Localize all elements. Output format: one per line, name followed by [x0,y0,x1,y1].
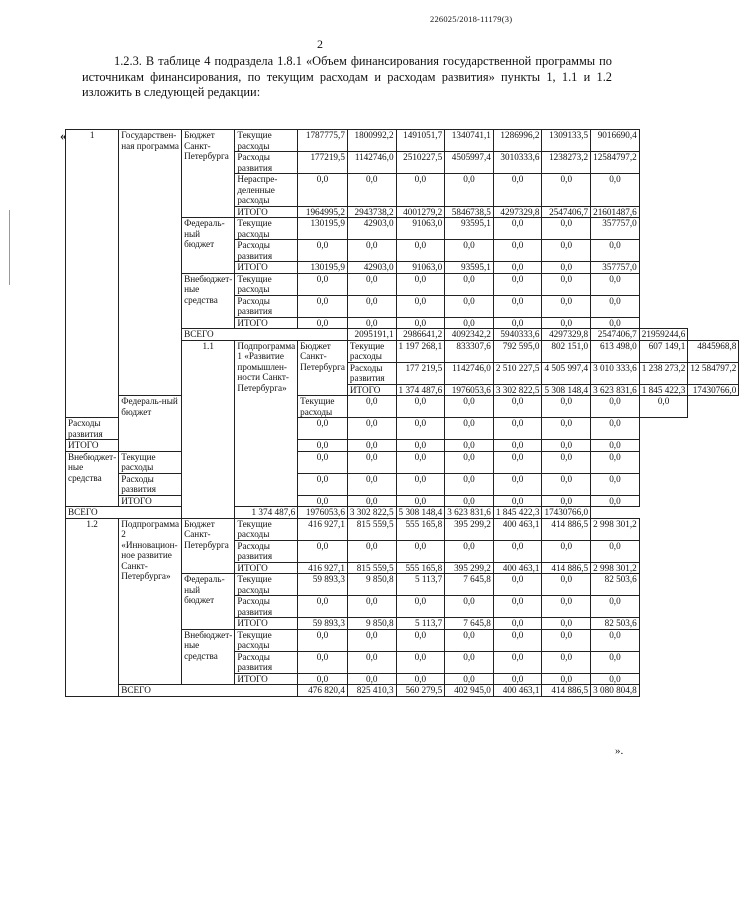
table-cell: 0,0 [445,673,494,685]
table-cell: 0,0 [445,473,494,495]
table-cell: 4505997,4 [445,152,494,174]
table-cell: 0,0 [542,418,591,440]
table-cell: 0,0 [445,629,494,651]
table-cell: Расходы развития [235,240,298,262]
table-cell: 5 113,7 [396,574,445,596]
table-cell: 2547406,7 [591,329,640,341]
table-cell: ИТОГО [347,384,396,396]
table-cell: 0,0 [445,451,494,473]
table-cell: 560 279,5 [396,685,445,697]
table-cell: 0,0 [347,174,396,207]
table-cell: 1340741,1 [445,130,494,152]
table-cell: 0,0 [396,629,445,651]
table-cell: 414 886,5 [542,685,591,697]
table-cell: 0,0 [298,473,348,495]
table-cell: 0,0 [591,396,640,418]
table-cell: 21959244,6 [639,329,688,341]
table-cell: 177219,5 [298,152,348,174]
table-cell: 0,0 [591,673,640,685]
table-cell: 0,0 [591,451,640,473]
table-cell: 5846738,5 [445,206,494,218]
table-cell: 0,0 [591,317,640,329]
table-cell: 130195,9 [298,218,348,240]
table-cell: 1 374 487,6 [396,384,445,396]
table-cell: Подпрограмма 1 «Развитие промышлен-ности Санкт-Петербурга» [235,340,298,507]
table-cell: 42903,0 [347,262,396,274]
table-cell: 0,0 [591,495,640,507]
table-cell: 0,0 [542,574,591,596]
table-cell: 400 463,1 [493,562,542,574]
table-cell: 0,0 [298,317,348,329]
table-cell: 0,0 [298,451,348,473]
table-cell: Текущие расходы [298,396,348,418]
table-cell: 414 886,5 [542,518,591,540]
table-cell: 0,0 [591,418,640,440]
table-cell: 0,0 [542,473,591,495]
table-cell: Бюджет Санкт-Петербурга [182,518,235,574]
table-cell: 0,0 [396,495,445,507]
table-cell: 0,0 [396,295,445,317]
table-cell: 82 503,6 [591,574,640,596]
table-cell: Внебюджет-ные средства [182,273,235,329]
table-cell: 0,0 [542,317,591,329]
table-cell: 59 893,3 [298,574,348,596]
table-cell: Расходы развития [235,295,298,317]
table-cell: 0,0 [493,540,542,562]
table-cell: 0,0 [493,240,542,262]
table-cell: 5 308 148,4 [396,507,445,519]
table-cell: 555 165,8 [396,562,445,574]
table-cell: 1976053,6 [298,507,348,519]
table-cell: 7 645,8 [445,618,494,630]
table-cell: 17430766,0 [688,384,739,396]
table-cell: 0,0 [542,629,591,651]
table-cell: Нераспре-деленные расходы [235,174,298,207]
table-cell: 0,0 [542,596,591,618]
table-cell: 5 308 148,4 [542,384,591,396]
table-cell: Федераль-ный бюджет [119,396,182,452]
table-cell: 0,0 [542,240,591,262]
table-cell: 1 238 273,2 [639,362,688,384]
table-cell: 357757,0 [591,262,640,274]
table-cell: 0,0 [542,651,591,673]
table-cell: 0,0 [542,273,591,295]
table-cell: ИТОГО [235,673,298,685]
table-cell: 4845968,8 [688,340,739,362]
table-cell: 1 [66,130,119,418]
table-cell: 3 302 822,5 [493,384,542,396]
table-cell: 0,0 [542,440,591,452]
table-cell: 0,0 [347,418,396,440]
table-cell: 0,0 [396,317,445,329]
table-cell: 825 410,3 [347,685,396,697]
table-cell: 4297329,8 [542,329,591,341]
table-cell: Текущие расходы [235,574,298,596]
table-cell: 0,0 [493,418,542,440]
table-cell: 130195,9 [298,262,348,274]
table-cell: 0,0 [591,651,640,673]
table-cell: 0,0 [493,596,542,618]
table-cell: 1800992,2 [347,130,396,152]
table-cell: 2510227,5 [396,152,445,174]
table-cell: Бюджет Санкт-Петербурга [182,130,235,218]
table-cell: Расходы развития [66,418,119,440]
table-cell: 0,0 [591,596,640,618]
table-cell: 0,0 [493,618,542,630]
table-cell: ВСЕГО [66,507,235,519]
page-number: 2 [317,37,323,51]
table-cell: Внебюджет-ные средства [182,629,235,685]
table-cell: Расходы развития [347,362,396,384]
table-cell: 0,0 [591,174,640,207]
table-cell: Расходы развития [119,473,182,495]
table-cell: 400 463,1 [493,518,542,540]
table-cell: 5940333,6 [493,329,542,341]
table-cell: 0,0 [396,440,445,452]
table-cell: 4 505 997,4 [542,362,591,384]
table-cell: 0,0 [591,273,640,295]
table-cell: 0,0 [639,396,688,418]
table-cell: 0,0 [591,240,640,262]
table-cell: 0,0 [493,495,542,507]
table-cell: Текущие расходы [235,273,298,295]
table-cell: 3 010 333,6 [591,362,640,384]
table-cell: 400 463,1 [493,685,542,697]
table-cell: 0,0 [591,295,640,317]
table-cell: 0,0 [298,295,348,317]
table-cell: 0,0 [493,574,542,596]
table-cell: ИТОГО [235,562,298,574]
table-cell: 0,0 [396,651,445,673]
table-cell: 815 559,5 [347,518,396,540]
table-cell: 0,0 [396,673,445,685]
table-cell: 1 845 422,3 [493,507,542,519]
table-cell: 0,0 [396,540,445,562]
table-cell: 0,0 [445,295,494,317]
table-cell: 792 595,0 [493,340,542,362]
table-cell: 1 197 268,1 [396,340,445,362]
table-cell: 177 219,5 [396,362,445,384]
table-cell: 0,0 [347,673,396,685]
table-cell: ВСЕГО [182,329,348,341]
table-cell: 3 623 831,6 [591,384,640,396]
table-cell: 0,0 [542,451,591,473]
table-cell: 1 845 422,3 [639,384,688,396]
table-cell: 4297329,8 [493,206,542,218]
table-cell: Расходы развития [235,152,298,174]
table-row [66,685,739,697]
table-cell: 17430766,0 [542,507,591,519]
table-cell: 4092342,2 [445,329,494,341]
table-cell: 0,0 [347,451,396,473]
table-cell: 0,0 [542,673,591,685]
table-row [66,518,739,540]
table-cell: 555 165,8 [396,518,445,540]
table-cell: 0,0 [542,174,591,207]
table-cell: 402 945,0 [445,685,494,697]
table-cell: Расходы развития [235,651,298,673]
table-cell: 0,0 [298,273,348,295]
document-number: 226025/2018-11179(3) [430,14,513,24]
table-cell: Текущие расходы [119,451,182,473]
table-cell: 12584797,2 [591,152,640,174]
table-row [66,451,739,473]
table-cell: 416 927,1 [298,562,348,574]
table-cell: 0,0 [298,596,348,618]
table-cell: 0,0 [493,317,542,329]
table-cell: 0,0 [542,540,591,562]
table-cell: 3 302 822,5 [347,507,396,519]
table-cell: 395 299,2 [445,518,494,540]
table-cell: 1142746,0 [445,362,494,384]
table-cell: 1.2 [66,518,119,696]
table-cell: 0,0 [347,596,396,618]
table-cell: 0,0 [493,651,542,673]
table-row [66,473,739,495]
table-cell: 9 850,8 [347,618,396,630]
table-cell: Текущие расходы [235,518,298,540]
table-cell: 1 374 487,6 [235,507,298,519]
table-cell: 0,0 [396,240,445,262]
table-cell: 0,0 [298,418,348,440]
table-cell: 0,0 [298,495,348,507]
table-cell: Расходы развития [235,596,298,618]
table-cell: 395 299,2 [445,562,494,574]
table-cell: 0,0 [396,418,445,440]
table-cell: 0,0 [298,174,348,207]
table-cell: 0,0 [396,396,445,418]
financing-table [65,129,739,697]
table-cell: 0,0 [298,240,348,262]
table-cell: 0,0 [347,396,396,418]
table-cell: Федераль-ный бюджет [182,574,235,630]
table-cell: 2 998 301,2 [591,562,640,574]
table-cell: 0,0 [347,473,396,495]
table-cell: 0,0 [396,273,445,295]
table-cell: 1976053,6 [445,384,494,396]
table-cell: 0,0 [396,451,445,473]
table-cell: ИТОГО [235,206,298,218]
table-cell: 0,0 [298,673,348,685]
table-cell: 93595,1 [445,218,494,240]
table-cell: 59 893,3 [298,618,348,630]
financing-table-body [66,130,739,697]
table-cell: 0,0 [347,317,396,329]
table-cell: 0,0 [347,540,396,562]
table-cell: 1238273,2 [542,152,591,174]
table-cell: 0,0 [445,317,494,329]
table-cell: 0,0 [445,440,494,452]
table-cell: 815 559,5 [347,562,396,574]
table-cell: 0,0 [445,651,494,673]
table-cell: 802 151,0 [542,340,591,362]
table-cell: 0,0 [591,629,640,651]
table-cell: Федераль-ный бюджет [182,218,235,274]
table-cell: 833307,6 [445,340,494,362]
table-cell: 0,0 [445,418,494,440]
table-cell: 0,0 [493,396,542,418]
table-cell: 0,0 [591,473,640,495]
table-cell: 0,0 [347,629,396,651]
table-cell: Текущие расходы [235,629,298,651]
table-cell: Внебюджет-ные средства [66,451,119,507]
table-cell: 414 886,5 [542,562,591,574]
table-cell: 1491051,7 [396,130,445,152]
table-cell: ИТОГО [235,262,298,274]
table-cell: 3010333,6 [493,152,542,174]
table-cell: Текущие расходы [235,130,298,152]
opening-quote: « [60,128,67,143]
table-cell: 0,0 [493,473,542,495]
table-cell: 0,0 [542,218,591,240]
table-cell: 5 113,7 [396,618,445,630]
table-cell: 0,0 [396,174,445,207]
table-cell: Государствен-ная программа [119,130,182,396]
table-cell: 0,0 [298,629,348,651]
table-cell: 0,0 [347,495,396,507]
table-cell: 7 645,8 [445,574,494,596]
table-cell: 3 623 831,6 [445,507,494,519]
table-cell: 12 584797,2 [688,362,739,384]
table-cell: 0,0 [542,618,591,630]
table-cell: Текущие расходы [235,218,298,240]
table-cell: 357757,0 [591,218,640,240]
table-cell: 0,0 [591,440,640,452]
table-cell: 476 820,4 [298,685,348,697]
table-cell: 0,0 [493,629,542,651]
table-cell: 0,0 [445,396,494,418]
table-cell: 0,0 [493,451,542,473]
table-cell: 0,0 [347,295,396,317]
table-cell: 1964995,2 [298,206,348,218]
table-cell: 607 149,1 [639,340,688,362]
table-cell: 0,0 [493,174,542,207]
table-cell: 0,0 [347,240,396,262]
table-cell: ИТОГО [66,440,119,452]
table-cell: 0,0 [493,440,542,452]
table-cell: 0,0 [347,273,396,295]
table-cell: 0,0 [493,273,542,295]
table-row [66,495,739,507]
table-cell: 9 850,8 [347,574,396,596]
table-row [66,507,739,519]
table-cell: Текущие расходы [347,340,396,362]
table-cell: 93595,1 [445,262,494,274]
table-cell: 9016690,4 [591,130,640,152]
table-cell: ИТОГО [119,495,182,507]
table-cell: 0,0 [347,440,396,452]
table-cell: 3 080 804,8 [591,685,640,697]
table-cell: ВСЕГО [119,685,298,697]
table-cell: ИТОГО [235,317,298,329]
table-cell: Расходы развития [235,540,298,562]
table-cell: Подпрограмма 2 «Инновацион-ное развитие Санкт-Петербурга» [119,518,182,685]
table-cell: 0,0 [542,295,591,317]
table-cell: 0,0 [493,673,542,685]
table-cell: 416 927,1 [298,518,348,540]
table-cell: 0,0 [493,262,542,274]
table-row [66,396,739,418]
table-cell: 1309133,5 [542,130,591,152]
table-cell: ИТОГО [235,618,298,630]
table-row [66,130,739,152]
table-cell: 2095191,1 [347,329,396,341]
table-cell: 2547406,7 [542,206,591,218]
table-cell: 1.1 [182,340,235,518]
table-cell: 0,0 [445,240,494,262]
table-cell: 2 510 227,5 [493,362,542,384]
table-cell: 0,0 [347,651,396,673]
table-cell: 0,0 [493,295,542,317]
table-cell: 4001279,2 [396,206,445,218]
table-cell: 2 998 301,2 [591,518,640,540]
table-cell: 91063,0 [396,218,445,240]
closing-quote: ». [615,745,624,757]
table-cell: 2986641,2 [396,329,445,341]
table-cell: 2943738,2 [347,206,396,218]
table-cell: 0,0 [396,596,445,618]
table-cell: 0,0 [298,651,348,673]
table-cell: 0,0 [298,540,348,562]
margin-mark [9,210,10,285]
intro-paragraph: 1.2.3. В таблице 4 подраздела 1.8.1 «Объем финансирования государственной программы по источникам финансирования, по текущим расходам и расходам развития» пункты 1, 1.1 и 1.2 изложить в следующей редакции: [82,54,612,99]
table-cell: 0,0 [542,495,591,507]
table-cell: 0,0 [396,473,445,495]
table-cell: 1787775,7 [298,130,348,152]
table-cell: 21601487,6 [591,206,640,218]
table-cell: 0,0 [542,262,591,274]
table-cell: 42903,0 [347,218,396,240]
table-cell: 91063,0 [396,262,445,274]
table-cell: 0,0 [445,596,494,618]
table-cell: 0,0 [493,218,542,240]
table-cell: 0,0 [445,174,494,207]
table-cell: 82 503,6 [591,618,640,630]
table-cell: 1142746,0 [347,152,396,174]
table-cell: 0,0 [445,540,494,562]
table-cell: 0,0 [445,495,494,507]
table-cell: 613 498,0 [591,340,640,362]
table-cell: 0,0 [298,440,348,452]
table-cell: Бюджет Санкт-Петербурга [298,340,348,396]
table-cell: 0,0 [542,396,591,418]
table-cell: 0,0 [591,540,640,562]
table-cell: 0,0 [445,273,494,295]
table-cell: 1286996,2 [493,130,542,152]
